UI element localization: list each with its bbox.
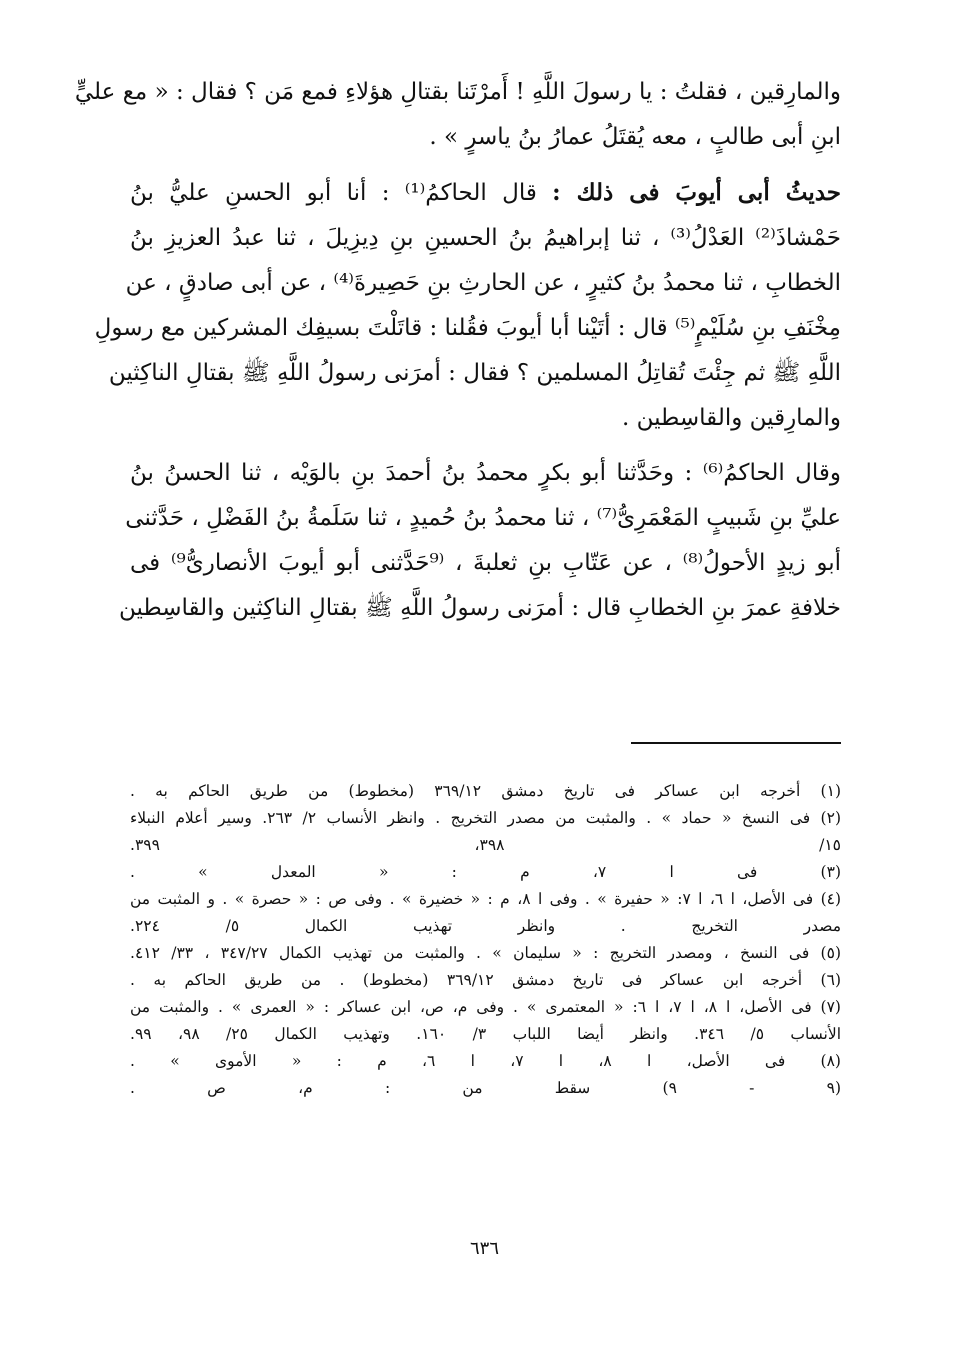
paragraph-3	[118, 451, 841, 631]
footnote-line: (٩ - ٩) سقط من : م، ص .	[130, 1079, 841, 1097]
page-number: ٦٣٦	[469, 1238, 499, 1259]
text-line: خلافةِ عمرَ بنِ الخطابِ قال : أمرَنى رسولُ اللَّهِ ﷺ بقتالِ الناكِثين والقاسِطين	[118, 595, 841, 621]
paragraph-2	[94, 170, 842, 441]
footnote-3	[130, 859, 841, 886]
text-line-rest: قال الحاكمُ⁽¹⁾ : أنا أبو الحسنِ عليُّ بنُ	[130, 180, 537, 206]
main-text	[74, 70, 842, 641]
footnote-line: (٦) أخرجه ابن عساكر فى تاريخ دمشق ٣٦٩/١٢ (مخطوط) . من طريق الحاكم به .	[130, 971, 841, 989]
footnote-line: (٣) فى ا ٧، م : « المعدل » .	[130, 863, 841, 881]
footnote-6	[130, 967, 841, 994]
text-line: الخطابِ ، ثنا محمدُ بنُ كثيرٍ ، عن الحارثِ بنِ حَصِيرةَ⁽⁴⁾ ، عن أبى صادقٍ ، عن	[125, 270, 841, 296]
text-line: والمارِقين والقاسِطين .	[621, 405, 841, 431]
text-line: اللَّهِ ﷺ ثم جِئْتَ تُقاتِلُ المسلمين ؟ فقال : أمرَنى رسولُ اللَّهِ ﷺ بقتالِ الناكِثين	[108, 360, 841, 386]
footnote-line: (٨) فى الأصل، ا ٨، ا ٧، ا ٦، م : « الأموى » .	[130, 1052, 841, 1070]
footnote-7	[130, 994, 841, 1048]
footnote-4	[130, 886, 841, 940]
footnote-line: (٢) فى النسخ « حماد » . والمثبت من مصدر التخريج . وانظر الأنساب ٢/ ٢٦٣. وسير أعلام النبلاء	[130, 809, 841, 827]
footnote-line: (٤) فى الأصل، ا ٦، ا ٧: « حفيرة » . وفى ا ٨، م : « خضيرة » . وفى ص : « حصرة » . و المثبت من	[130, 890, 842, 908]
footnote-line: الأنساب ٥/ ٣٤٦. وانظر أيضا اللباب ٣/ ١٦٠. وتهذيب الكمال ٢٥/ ٩٨، ٩٩.	[130, 1025, 842, 1043]
footnote-line: مصدر التخريج . وانظر تهذيب الكمال ٥/ ٢٢٤.	[130, 917, 841, 935]
footnote-2	[130, 805, 841, 859]
text-line: مِخْنَفِ بنِ سُلَيْمٍ⁽⁵⁾ قال : أتَيْنا أبا أيوبَ فقُلنا : قاتَلْتَ بسيفِك المشركين مع رسولِ	[94, 315, 841, 341]
section-heading: حديثُ أبى أيوبَ فى ذلك :	[552, 179, 842, 206]
footnote-divider	[631, 742, 841, 744]
paragraph-1	[74, 70, 841, 160]
footnote-line: (١) أخرجه ابن عساكر فى تاريخ دمشق ٣٦٩/١٢ (مخطوط) من طريق الحاكم به .	[130, 782, 841, 800]
text-line: حَمْشاذَ⁽²⁾ العَدْلُ⁽³⁾ ، ثنا إبراهيمُ بنُ الحسينِ بنِ دِيزِيلَ ، ثنا عبدُ العزيزِ بنُ	[130, 225, 841, 251]
footnotes	[130, 778, 841, 1102]
text-line	[130, 170, 841, 216]
text-line: أبو زيدٍ الأحولُ⁽⁸⁾ ، عن عَتّابِ بنِ ثعلبةَ ، ⁽⁹حَدَّثنى أبو أيوبَ الأنصارىُّ⁹⁾ فى	[130, 550, 841, 576]
text-line: والمارِقين ، فقلتُ : يا رسولَ اللَّهِ ! أَمرْتَنا بقتالِ هؤلاءِ فمع مَن ؟ فقال : « مع عليٍّ	[74, 79, 841, 105]
footnote-8	[130, 1048, 841, 1075]
footnote-line: (٧) فى الأصل، ا ٨، ا ٧، ا ٦: « المعتمرى » . وفى م، ص، ابن عساكر : « العمرى » . والمثبت من	[130, 998, 841, 1016]
footnote-line: ١٥/ ٣٩٨، ٣٩٩.	[130, 836, 841, 854]
text-line: وقال الحاكمُ⁽⁶⁾ : وحَدَّثنا أبو بكرٍ محمدُ بنُ أحمدَ بنِ بالوَيْه ، ثنا الحسنُ بنُ	[130, 460, 841, 486]
text-line: ابنِ أبى طالبٍ ، معه يُقتَلُ عمارُ بنُ ياسرٍ » .	[429, 124, 841, 150]
footnote-1	[130, 778, 841, 805]
text-line: عليِّ بنِ شَبيبٍ المَعْمَرِىُّ⁽⁷⁾ ، ثنا محمدُ بنُ حُميدٍ ، ثنا سَلَمةُ بنُ الفَضْلِ ، حَدَّثنى	[125, 505, 841, 531]
footnote-5	[130, 940, 841, 967]
footnote-line: (٥) فى النسخ ، ومصدر التخريج : « سليمان » . والمثبت من تهذيب الكمال ٣٤٧/٢٧ ، ٣٣/ ٤١٢.	[130, 944, 841, 962]
footnote-9	[130, 1075, 841, 1102]
